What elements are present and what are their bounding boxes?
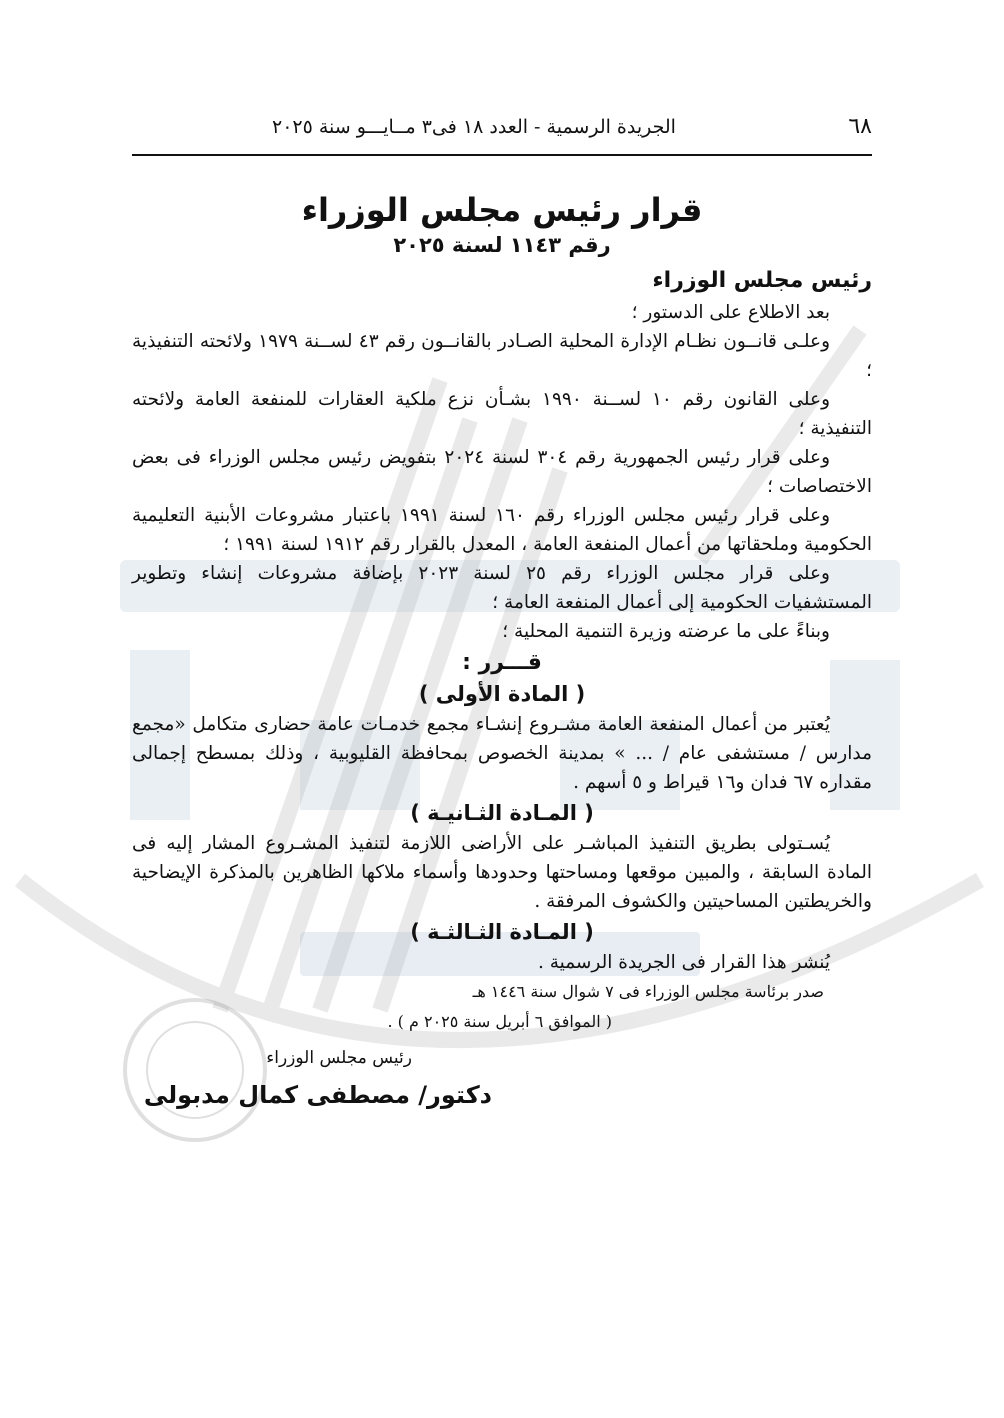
issued-hijri-line: صدر برئاسة مجلس الوزراء فى ٧ شوال سنة ١٤٤٦ هـ [472,982,824,1001]
preamble-clause: وعلى قرار رئيس مجلس الوزراء رقم ١٦٠ لسنة ١٩٩١ باعتبار مشروعات الأبنية التعليمية الحكومية وملحقاتها من أعمال المنفعة العامة ، المعدل بالقرار رقم ١٩١٢ لسنة ١٩٩١ ؛ [132,505,872,555]
preamble-clause: وبناءً على ما عرضته وزيرة التنمية المحلية ؛ [502,621,830,642]
preamble-clause: وعلـى قانــون نظـام الإدارة المحلية الصـادر بالقانــون رقم ٤٣ لســنة ١٩٧٩ ولائحته التنفيذية ؛ [132,331,872,381]
issuer-heading: رئيس مجلس الوزراء [652,268,872,293]
decree-title: قرار رئيس مجلس الوزراء [301,191,703,229]
issued-gregorian-line: ( الموافق ٦ أبريل سنة ٢٠٢٥ م ) . [387,1012,612,1031]
gazette-issue-line: الجريدة الرسمية - العدد ١٨ فى٣ مــايـــو سنة ٢٠٢٥ [272,116,676,138]
preamble-clause: وعلى القانون رقم ١٠ لســنة ١٩٩٠ بشـأن نزع ملكية العقارات للمنفعة العامة ولائحته التنفيذية ؛ [132,389,872,439]
preamble-clause: وعلى قرار رئيس الجمهورية رقم ٣٠٤ لسنة ٢٠٢٤ بتفويض رئيس مجلس الوزراء فى بعض الاختصاصات ؛ [132,447,872,497]
signatory-name: دكتور/ مصطفى كمال مدبولى [143,1081,492,1109]
preamble-clause: وعلى قرار مجلس الوزراء رقم ٢٥ لسنة ٢٠٢٣ بإضافة مشروعات إنشاء وتطوير المستشفيات الحكومية إلى أعمال المنفعة العامة ؛ [132,563,872,613]
decree-number: رقم ١١٤٣ لسنة ٢٠٢٥ [393,233,611,257]
signatory-title: رئيس مجلس الوزراء [266,1048,412,1068]
article-3-text: يُنشر هذا القرار فى الجريدة الرسمية . [537,952,830,973]
article-2-heading: ( المـادة الثـانيـة ) [410,801,594,825]
article-1-text: يُعتبر من أعمال المنفعة العامة مشـروع إنشـاء مجمع خدمـات عامة حضارى متكامل «مجمع مدارس / مستشفى عام / ... » بمدينة الخصوص بمحافظة القليوبية ، وذلك بمسطح إجمالى مقداره ٦٧ فدان و١٦ قيراط و ٥ أسهم . [132,714,872,793]
article-2-text: يُسـتولى بطريق التنفيذ المباشـر على الأراضى اللازمة لتنفيذ المشـروع المشار إليه فى المادة السابقة ، والمبين موقعها ومساحتها وحدودها وأسماء ملاكها الظاهرين بالمذكرة الإيضاحية والخريطتين المساحيتين والكشوف المرفقة . [132,833,872,912]
preamble-clause: بعد الاطلاع على الدستور ؛ [631,302,830,323]
header-rule [132,154,872,156]
page-header [132,112,872,148]
page-number: ٦٨ [848,114,872,139]
article-1-heading: ( المادة الأولى ) [418,682,586,706]
decided-label: قـــرر : [462,650,542,675]
decree-body [132,190,872,1113]
article-3-heading: ( المـادة الثـالثـة ) [410,920,594,944]
